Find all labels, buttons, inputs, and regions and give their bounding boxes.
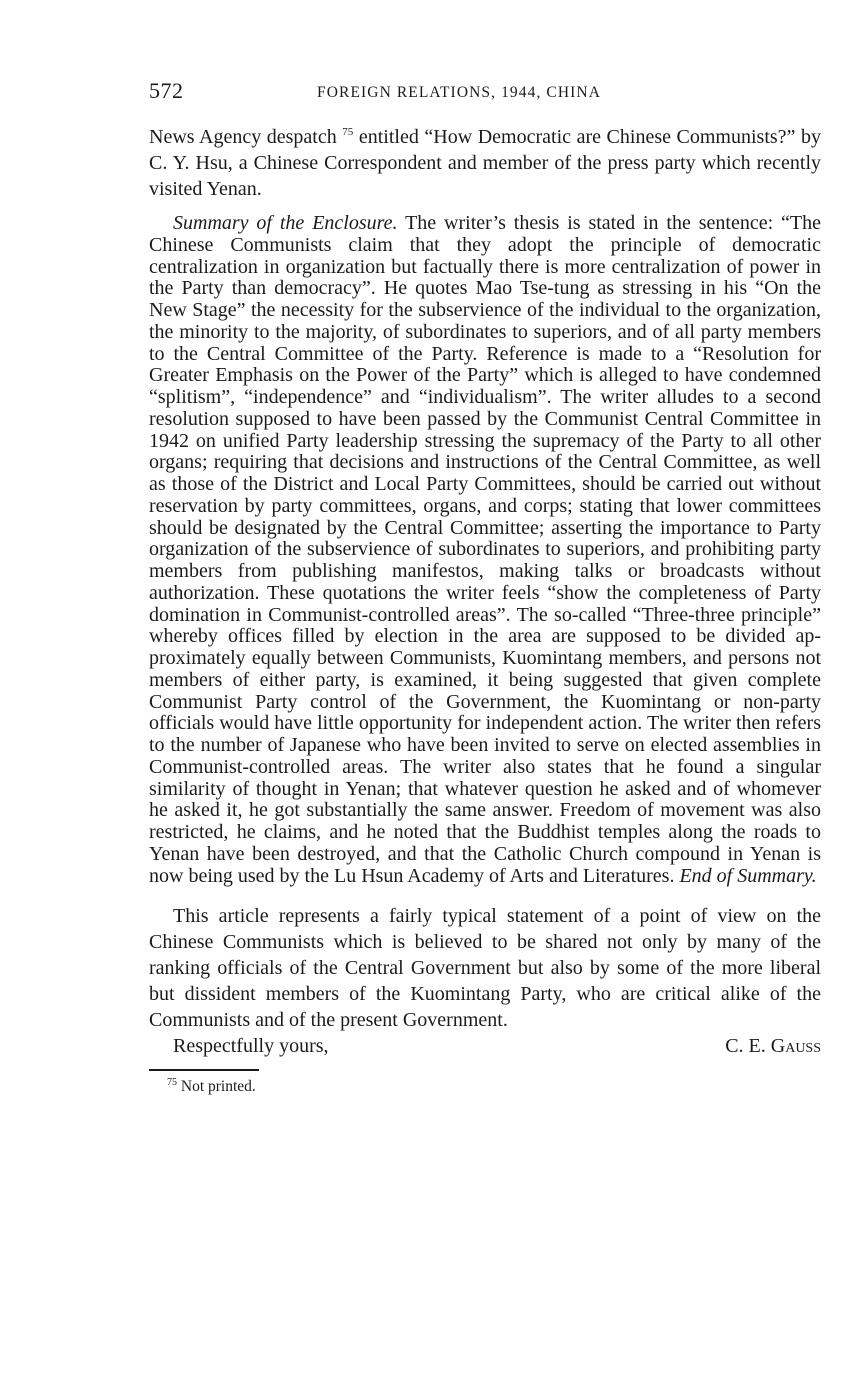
running-header xyxy=(149,78,821,108)
paragraph-intro-text-start: News Agency despatch xyxy=(149,126,337,148)
paragraph-intro-text-end: entitled “How Democratic are Chinese Communists?” by C. Y. Hsu, a Chinese Correspondent and member of the press party which recently visited Yenan. xyxy=(149,126,821,200)
summary-end-marker: End of Summary. xyxy=(679,864,817,887)
footnote-text: Not printed. xyxy=(180,1078,256,1096)
running-title: FOREIGN RELATIONS, 1944, CHINA xyxy=(317,84,602,101)
summary-body: The writer’s thesis is stated in the sentence: “The Chinese Communists claim that they adopt the principle of democratic centralization in organization but factually there is more centralization of power in the Party than democracy”. He quotes Mao Tse-tung as stressing in his “On the New Stage” the necessity for the subservience of the individual to the organization, the minority to the majority, of subordinates to superiors, and of all party members to the Central Committee of the Party. Reference is made to a “Resolution for Greater Emphasis on the Power of the Party” which is alleged to have condemned “splitism”, “independence” and “individualism”. The writer alludes to a second resolution supposed to have been passed by the Communist Central Committee in 1942 on unified Party leadership stressing the supremacy of the Party to all other organs; requiring that decisions and instructions of the Central Committee, as well as those of the District and Local Party Committees, should be carried out without reservation by party committees, organs, and corps; stating that lower committees should be designated by the Central Committee; asserting the importance to Party organization of the subservience of subordinates to superiors, and prohibiting party members from publishing manifestos, making talks or broadcasts without authorization. These quotations the writer feels “show the completeness of Party domination in Communist-controlled areas”. The so-called “Three-three principle” whereby offices filled by election in the area are supposed to be divided approximately equally between Communists, Kuomintang members, and persons not members of either party, is examined, it being suggested that given complete Communist Party control of the Government, the Kuomintang or non-party officials would have little opportunity for independent action. The writer then refers to the number of Japanese who have been invited to serve on elected assemblies in Communist-controlled areas. The writer also states that he found a singular similarity of thought in Yenan; that whatever question he asked and of whomever he asked it, he got substantially the same answer. Freedom of movement was also restricted, he claims, and he noted that the Buddhist temples along the roads to Yenan have been destroyed, and that the Catholic Church compound in Yenan is now being used by the Lu Hsun Academy of Arts and Literatures. xyxy=(149,212,822,887)
footnote-number: 75 xyxy=(167,1077,177,1089)
complimentary-close: Respectfully yours, xyxy=(173,1035,329,1058)
summary-heading: Summary of the Enclosure. xyxy=(173,212,398,234)
signature: C. E. Gauss xyxy=(725,1035,821,1058)
document-page xyxy=(149,78,821,1097)
paragraph-summary xyxy=(149,213,821,887)
letter-closing xyxy=(149,1035,821,1063)
page-number: 572 xyxy=(149,78,184,103)
footnote-divider xyxy=(149,1069,259,1071)
paragraph-assessment: This article represents a fairly typical statement of a point of view on the Chinese Communists which is believed to be shared not only by many of the ranking officials of the Central Government but also by some of the more liberal but dissident members of the Kuomintang Party, who are critical alike of the Communists and of the present Government. xyxy=(149,905,821,1032)
footnote xyxy=(149,1077,821,1097)
footnote-reference: 75 xyxy=(342,126,354,138)
paragraph-intro xyxy=(149,124,821,202)
